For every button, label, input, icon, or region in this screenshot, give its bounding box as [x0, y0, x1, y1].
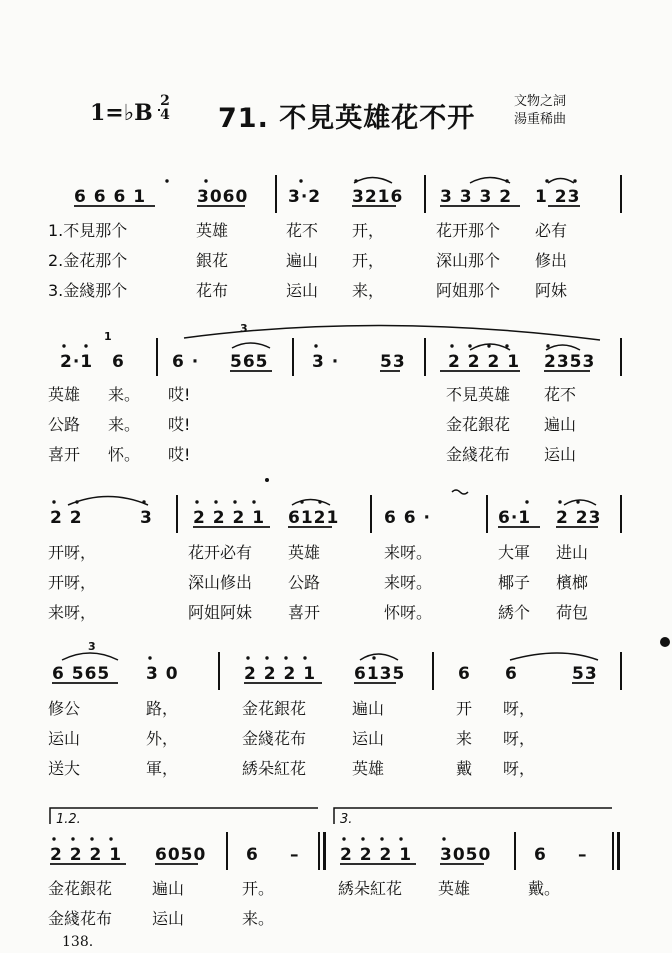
note-group: 53: [380, 352, 406, 372]
lyric: 送大: [48, 759, 81, 778]
lyric: 金花銀花: [242, 699, 307, 718]
note-group: 3216: [352, 187, 404, 207]
lyric: 金綫花布: [446, 445, 511, 464]
lyric: 金綫花布: [242, 729, 307, 748]
lyric: 遍山: [352, 699, 385, 718]
note-group: 3060: [197, 187, 249, 207]
lyric: 喜开: [48, 445, 81, 464]
lyric: 修出: [535, 251, 568, 270]
lyric: 来。: [108, 385, 141, 404]
lyric: 外，: [146, 729, 179, 748]
note-group: 6·1: [498, 508, 532, 528]
triplet-mark: 3: [240, 322, 249, 335]
lyric: 綉朵紅花: [338, 879, 403, 898]
note-group: 6: [458, 664, 471, 684]
lyric: 来: [456, 729, 473, 748]
lyric: 开: [456, 699, 473, 718]
lyric: 1.不見那个: [48, 221, 128, 240]
lyric: 英雄: [48, 385, 81, 404]
lyric: 戴。: [528, 879, 561, 898]
lyric: 遍山: [152, 879, 185, 898]
lyric: 来，: [352, 281, 385, 300]
lyric: 英雄: [196, 221, 229, 240]
lyric: 金綫花布: [48, 909, 113, 928]
lyricist-credit: 文物之詞: [514, 94, 567, 109]
note-group: 3: [140, 508, 153, 528]
note-group: 6: [112, 352, 125, 372]
lyric: 阿妹: [535, 281, 568, 300]
lyric: 花开必有: [188, 543, 253, 562]
note-group: 2·1: [60, 352, 94, 372]
note-group: 2353: [544, 352, 596, 372]
lyric: 必有: [535, 221, 568, 240]
note-group: 6: [505, 664, 518, 684]
lyric: 阿姐那个: [436, 281, 501, 300]
note-group: 53: [572, 664, 598, 684]
lyric: 开，: [352, 251, 385, 270]
composer-credit: 湯重稀曲: [514, 112, 567, 127]
volta-2-label: 3.: [340, 812, 353, 827]
note-group: 6 6 ·: [384, 508, 431, 528]
note-group: –: [578, 845, 588, 865]
lyric: 花布: [196, 281, 229, 300]
lyric: 开呀，: [48, 543, 97, 562]
note-group: 2 2 2 1: [50, 845, 123, 865]
lyric: 2.金花那个: [48, 251, 128, 270]
note-group: 2 23: [556, 508, 602, 528]
note-group: 6121: [288, 508, 340, 528]
page-number: 138.: [62, 934, 94, 950]
lyric: 金花銀花: [48, 879, 113, 898]
lyric: 路，: [146, 699, 179, 718]
note-group: 565: [230, 352, 269, 372]
lyric: 深山那个: [436, 251, 501, 270]
lyric: 开。: [242, 879, 275, 898]
lyric: 遍山: [544, 415, 577, 434]
lyric: 运山: [152, 909, 185, 928]
song-title: 71. 不見英雄花不开: [218, 103, 476, 134]
lyric: 公路: [48, 415, 81, 434]
lyric: 花不: [544, 385, 577, 404]
note-group: 2 2 2 1: [193, 508, 266, 528]
lyric: 修公: [48, 699, 81, 718]
lyric: 花开那个: [436, 221, 501, 240]
lyric: 来呀，: [48, 603, 97, 622]
lyric: 遍山: [286, 251, 319, 270]
triplet-mark: 3: [88, 640, 97, 653]
lyric: 运山: [48, 729, 81, 748]
lyric: 运山: [544, 445, 577, 464]
note-group: 3 0: [146, 664, 179, 684]
key-signature: 1=♭B: [90, 100, 153, 126]
lyric: 大軍: [498, 543, 531, 562]
note-group: 1 23: [535, 187, 581, 207]
note-group: 3050: [440, 845, 492, 865]
time-signature: 2 4: [158, 94, 172, 122]
lyric: 3.金綫那个: [48, 281, 128, 300]
lyric: 哎!: [168, 385, 191, 404]
lyric: 戴: [456, 759, 473, 778]
lyric: 銀花: [196, 251, 229, 270]
lyric: 椰子: [498, 573, 531, 592]
lyric: 怀。: [108, 445, 141, 464]
lyric: 公路: [288, 573, 321, 592]
lyric: 哎!: [168, 445, 191, 464]
note-group: 3 3 3 2: [440, 187, 513, 207]
lyric: 呀，: [503, 699, 536, 718]
note-group: 2 2 2 1: [244, 664, 317, 684]
note-group: 6 ·: [172, 352, 200, 372]
lyric: 綉个: [498, 603, 531, 622]
note-group: 3 ·: [312, 352, 340, 372]
lyric: 檳榔: [556, 573, 589, 592]
note-group: 6 6 6 1: [74, 187, 147, 207]
lyric: 运山: [352, 729, 385, 748]
note-group: 2 2: [50, 508, 83, 528]
lyric: 进山: [556, 543, 589, 562]
lyric: 开呀，: [48, 573, 97, 592]
note-group: 2 2 2 1: [340, 845, 413, 865]
lyric: 开，: [352, 221, 385, 240]
volta-1-label: 1.2.: [56, 812, 81, 827]
lyric: 花不: [286, 221, 319, 240]
note-group: 6135: [354, 664, 406, 684]
lyric: 来呀。: [384, 573, 433, 592]
lyric: 英雄: [288, 543, 321, 562]
lyric: 哎!: [168, 415, 191, 434]
lyric: 来。: [108, 415, 141, 434]
lyric: 阿姐阿妹: [188, 603, 253, 622]
note-group: 2 2 2 1: [448, 352, 521, 372]
lyric: 金花銀花: [446, 415, 511, 434]
grace-note: 1: [104, 330, 113, 343]
note-group: 6 565: [52, 664, 111, 684]
lyric: 运山: [286, 281, 319, 300]
lyric: 不見英雄: [446, 385, 511, 404]
lyric: 呀，: [503, 759, 536, 778]
lyric: 軍，: [146, 759, 179, 778]
lyric: 怀呀。: [384, 603, 433, 622]
lyric: 来。: [242, 909, 275, 928]
lyric: 英雄: [352, 759, 385, 778]
note-group: 3·2: [288, 187, 322, 207]
lyric: 来呀。: [384, 543, 433, 562]
note-group: –: [290, 845, 300, 865]
lyric: 荷包: [556, 603, 589, 622]
lyric: 綉朵紅花: [242, 759, 307, 778]
note-group: 6050: [155, 845, 207, 865]
note-group: 6: [246, 845, 259, 865]
lyric: 深山修出: [188, 573, 253, 592]
lyric: 呀，: [503, 729, 536, 748]
lyric: 英雄: [438, 879, 471, 898]
lyric: 喜开: [288, 603, 321, 622]
note-group: 6: [534, 845, 547, 865]
